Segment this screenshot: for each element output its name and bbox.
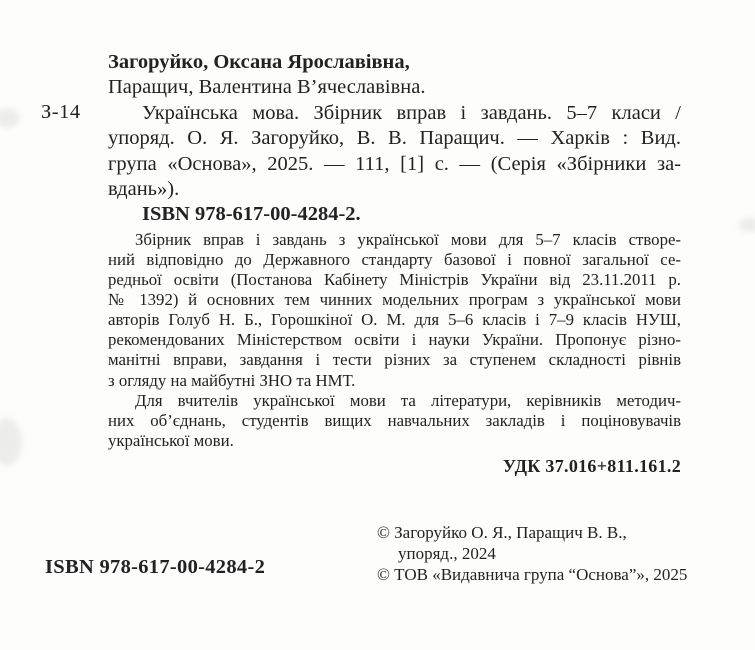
annotation <box>108 230 681 451</box>
annotation-line-1: Збірник вправ і завдань з української мови для 5–7 класів створе- <box>135 229 681 249</box>
biblio-line-4: вдань»). <box>108 178 180 201</box>
isbn-note: ISBN 978-617-00-4284-2. <box>142 203 361 226</box>
biblio-line-2: упоряд. О. Я. Загоруйко, В. В. Паращич. — Харків : Вид. <box>108 127 681 150</box>
author-line-2: Паращич, Валентина В’ячеславівна. <box>108 76 426 99</box>
scan-smudge <box>738 218 755 232</box>
audience-line-3: української мови. <box>108 430 234 450</box>
footer-isbn: ISBN 978-617-00-4284-2 <box>45 556 266 578</box>
scan-smudge <box>0 108 20 128</box>
audience-line-1: Для вчителів української мови та літератури, керівників методич- <box>135 390 681 410</box>
annotation-line-2: ний відповідно до Державного стандарту базової і повної загальної се- <box>108 249 681 269</box>
biblio-line-1: Українська мова. Збірник вправ і завдань. 5–7 класи / <box>142 101 681 124</box>
author-sign-code: З-14 <box>41 101 81 123</box>
annotation-line-7: манітні вправи, завдання і тести різних за ступенем складності рівнів <box>108 350 681 370</box>
audience-line-2: них об’єднань, студентів вищих навчальних закладів і поціновувачів <box>108 410 681 430</box>
biblio-line-3: група «Основа», 2025. — 111, [1] с. — (Серія «Збірники за- <box>108 152 681 175</box>
copyright-authors-line: © Загоруйко О. Я., Паращич В. В., <box>377 523 627 542</box>
annotation-line-8: з огляду на майбутні ЗНО та НМТ. <box>108 370 356 390</box>
scan-smudge <box>0 418 22 466</box>
author-heading: Загоруйко, Оксана Ярославівна, <box>108 51 410 73</box>
annotation-line-3: редньої освіти (Постанова Кабінету Міністрів України від 23.11.2011 р. <box>108 270 681 290</box>
annotation-line-6: рекомендованих Міністерством освіти і науки України. Пропонує різно- <box>108 330 681 350</box>
annotation-line-5: авторів Голуб Н. Б., Горошкіної О. М. для 5–6 класів і 7–9 класів НУШ, <box>108 310 681 330</box>
catalog-card <box>108 50 681 479</box>
udk-number: УДК 37.016+811.161.2 <box>502 455 681 476</box>
annotation-line-4: № 1392) й основних тем чинних модельних програм з української мови <box>108 290 681 310</box>
copyright-publisher-line: © ТОВ «Видавнича група “Основа”», 2025 <box>377 565 688 584</box>
copyright-block <box>377 522 729 585</box>
copyright-authors-continuation: упоряд., 2024 <box>398 544 496 563</box>
